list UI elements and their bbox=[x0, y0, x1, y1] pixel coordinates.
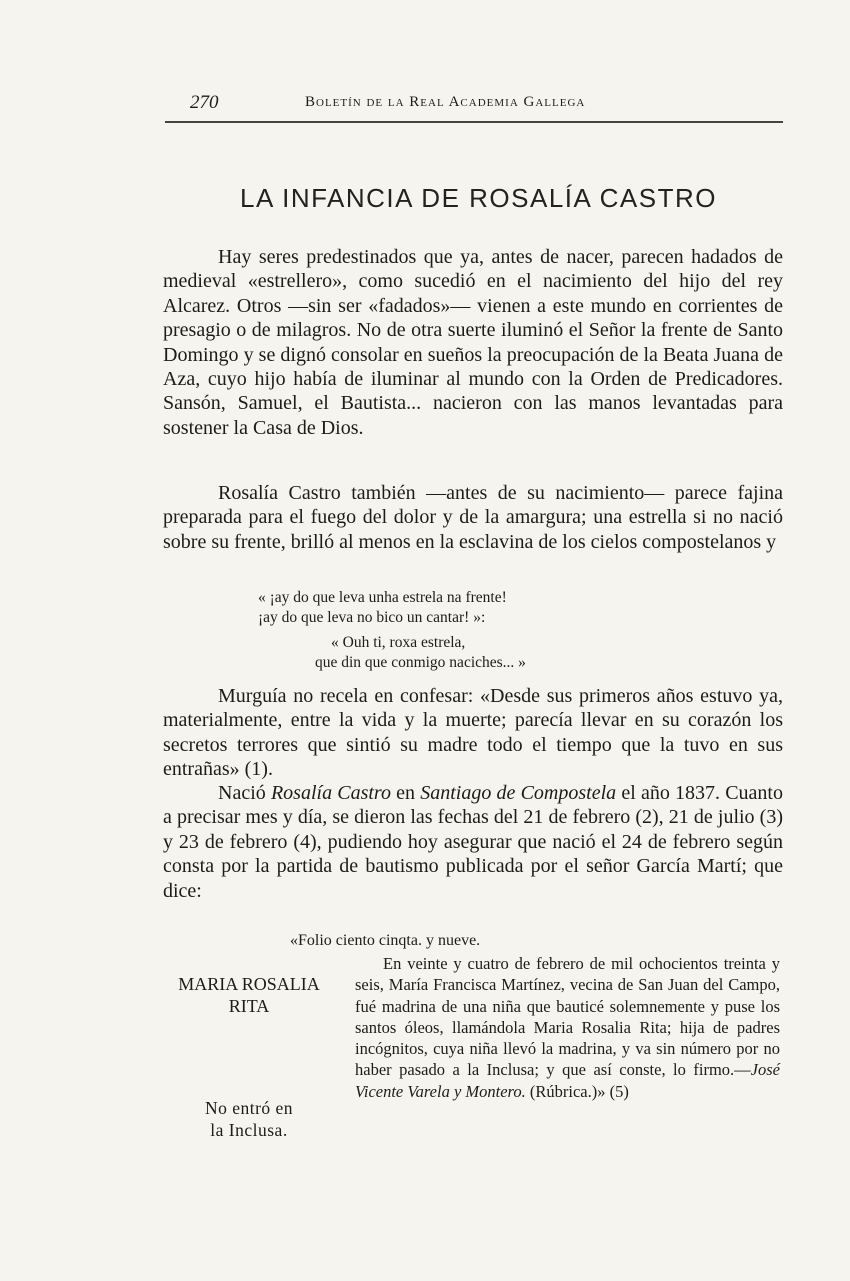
margin-name-line: RITA bbox=[228, 996, 270, 1016]
text-run: en bbox=[390, 782, 421, 804]
paragraph-1 bbox=[163, 245, 783, 440]
margin-note-line: la Inclusa. bbox=[210, 1120, 288, 1140]
verse-quote-1 bbox=[258, 588, 507, 628]
paragraph-2 bbox=[163, 481, 783, 554]
header-rule bbox=[165, 121, 783, 123]
record-closing: (Rúbrica.)» (5) bbox=[525, 1081, 629, 1101]
margin-name bbox=[163, 973, 335, 1017]
text-run: Nació bbox=[218, 782, 271, 804]
page-number: 270 bbox=[190, 92, 219, 113]
paragraph-text bbox=[163, 781, 783, 903]
record-signature: José Vicente Varela y Montero. bbox=[355, 1060, 780, 1101]
paragraph-4 bbox=[163, 781, 783, 903]
verse-line: que din que conmigo naciches... » bbox=[315, 654, 526, 671]
margin-name-line: MARIA ROSALIA bbox=[178, 974, 320, 994]
italic-name: Rosalía Castro bbox=[270, 782, 391, 804]
margin-note-line: No entró en bbox=[204, 1098, 294, 1118]
verse-line: « ¡ay do que leva unha estrela na frente! bbox=[258, 589, 507, 606]
verse-quote-2 bbox=[315, 633, 526, 673]
paragraph-3 bbox=[163, 684, 783, 782]
page-header bbox=[190, 92, 790, 116]
folio-line: «Folio ciento cinqta. y nueve. bbox=[290, 932, 481, 949]
margin-note bbox=[163, 1097, 335, 1141]
record-body: En veinte y cuatro de febrero de mil ochocientos treinta y seis, María Francisca Martínez, vecina de San Juan del Campo, fué madrina de una niña que bauticé solemnemente y puse los santos óleos, llamándola Maria Rosalia Rita; hija de padres incógnitos, cuya niña llevó la madrina, y va sin número por no haber pasado a la Inclusa; y que así conste, lo firmo.— bbox=[355, 954, 780, 1080]
paragraph-text: Hay seres predestinados que ya, antes de nacer, parecen hadados de medieval «estrellero», como sucedió en el nacimiento del hijo del rey Alcarez. Otros —sin ser «fadados»— vienen a este mundo en corrientes de presagio o de milagros. No de otra suerte iluminó el Señor la frente de Santo Domingo y se dignó consolar en sueños la preocupación de la Beata Juana de Aza, cuyo hijo había de iluminar al mundo con la Orden de Predicadores. Sansón, Samuel, el Bautista... nacieron con las manos levantadas para sostener la Casa de Dios. bbox=[163, 246, 783, 439]
verse-line: ¡ay do que leva no bico un cantar! »: bbox=[258, 609, 486, 626]
verse-line: « Ouh ti, roxa estrela, bbox=[331, 634, 466, 651]
paragraph-text: Rosalía Castro también —antes de su nacimiento— parece fajina preparada para el fuego del dolor y de la amargura; una estrella si no nació sobre su frente, brilló al menos en la esclavina de los cielos compostelanos y bbox=[163, 482, 783, 553]
text-run: el año 1837. Cuanto a precisar mes y día, se dieron las fechas del 21 de febrero (2), 21 de julio (3) y 23 de febrero (4), pudiendo hoy asegurar que nació el 24 de febrero según consta por la partida de bautismo publicada por el señor García Martí; que dice: bbox=[163, 782, 783, 902]
italic-place: Santiago de Compostela bbox=[420, 782, 617, 804]
baptism-record bbox=[355, 953, 780, 1102]
paragraph-text: Murguía no recela en confesar: «Desde sus primeros años estuvo ya, materialmente, entre la vida y la muerte; parecía llevar en su corazón los secretos terrores que sintió su madre todo el tiempo que la tuvo en sus entrañas» (1). bbox=[163, 685, 783, 781]
article-title: LA INFANCIA DE ROSALÍA CASTRO bbox=[240, 183, 717, 213]
running-title: Boletín de la Real Academia Gallega bbox=[305, 94, 586, 110]
record-text bbox=[355, 953, 780, 1102]
